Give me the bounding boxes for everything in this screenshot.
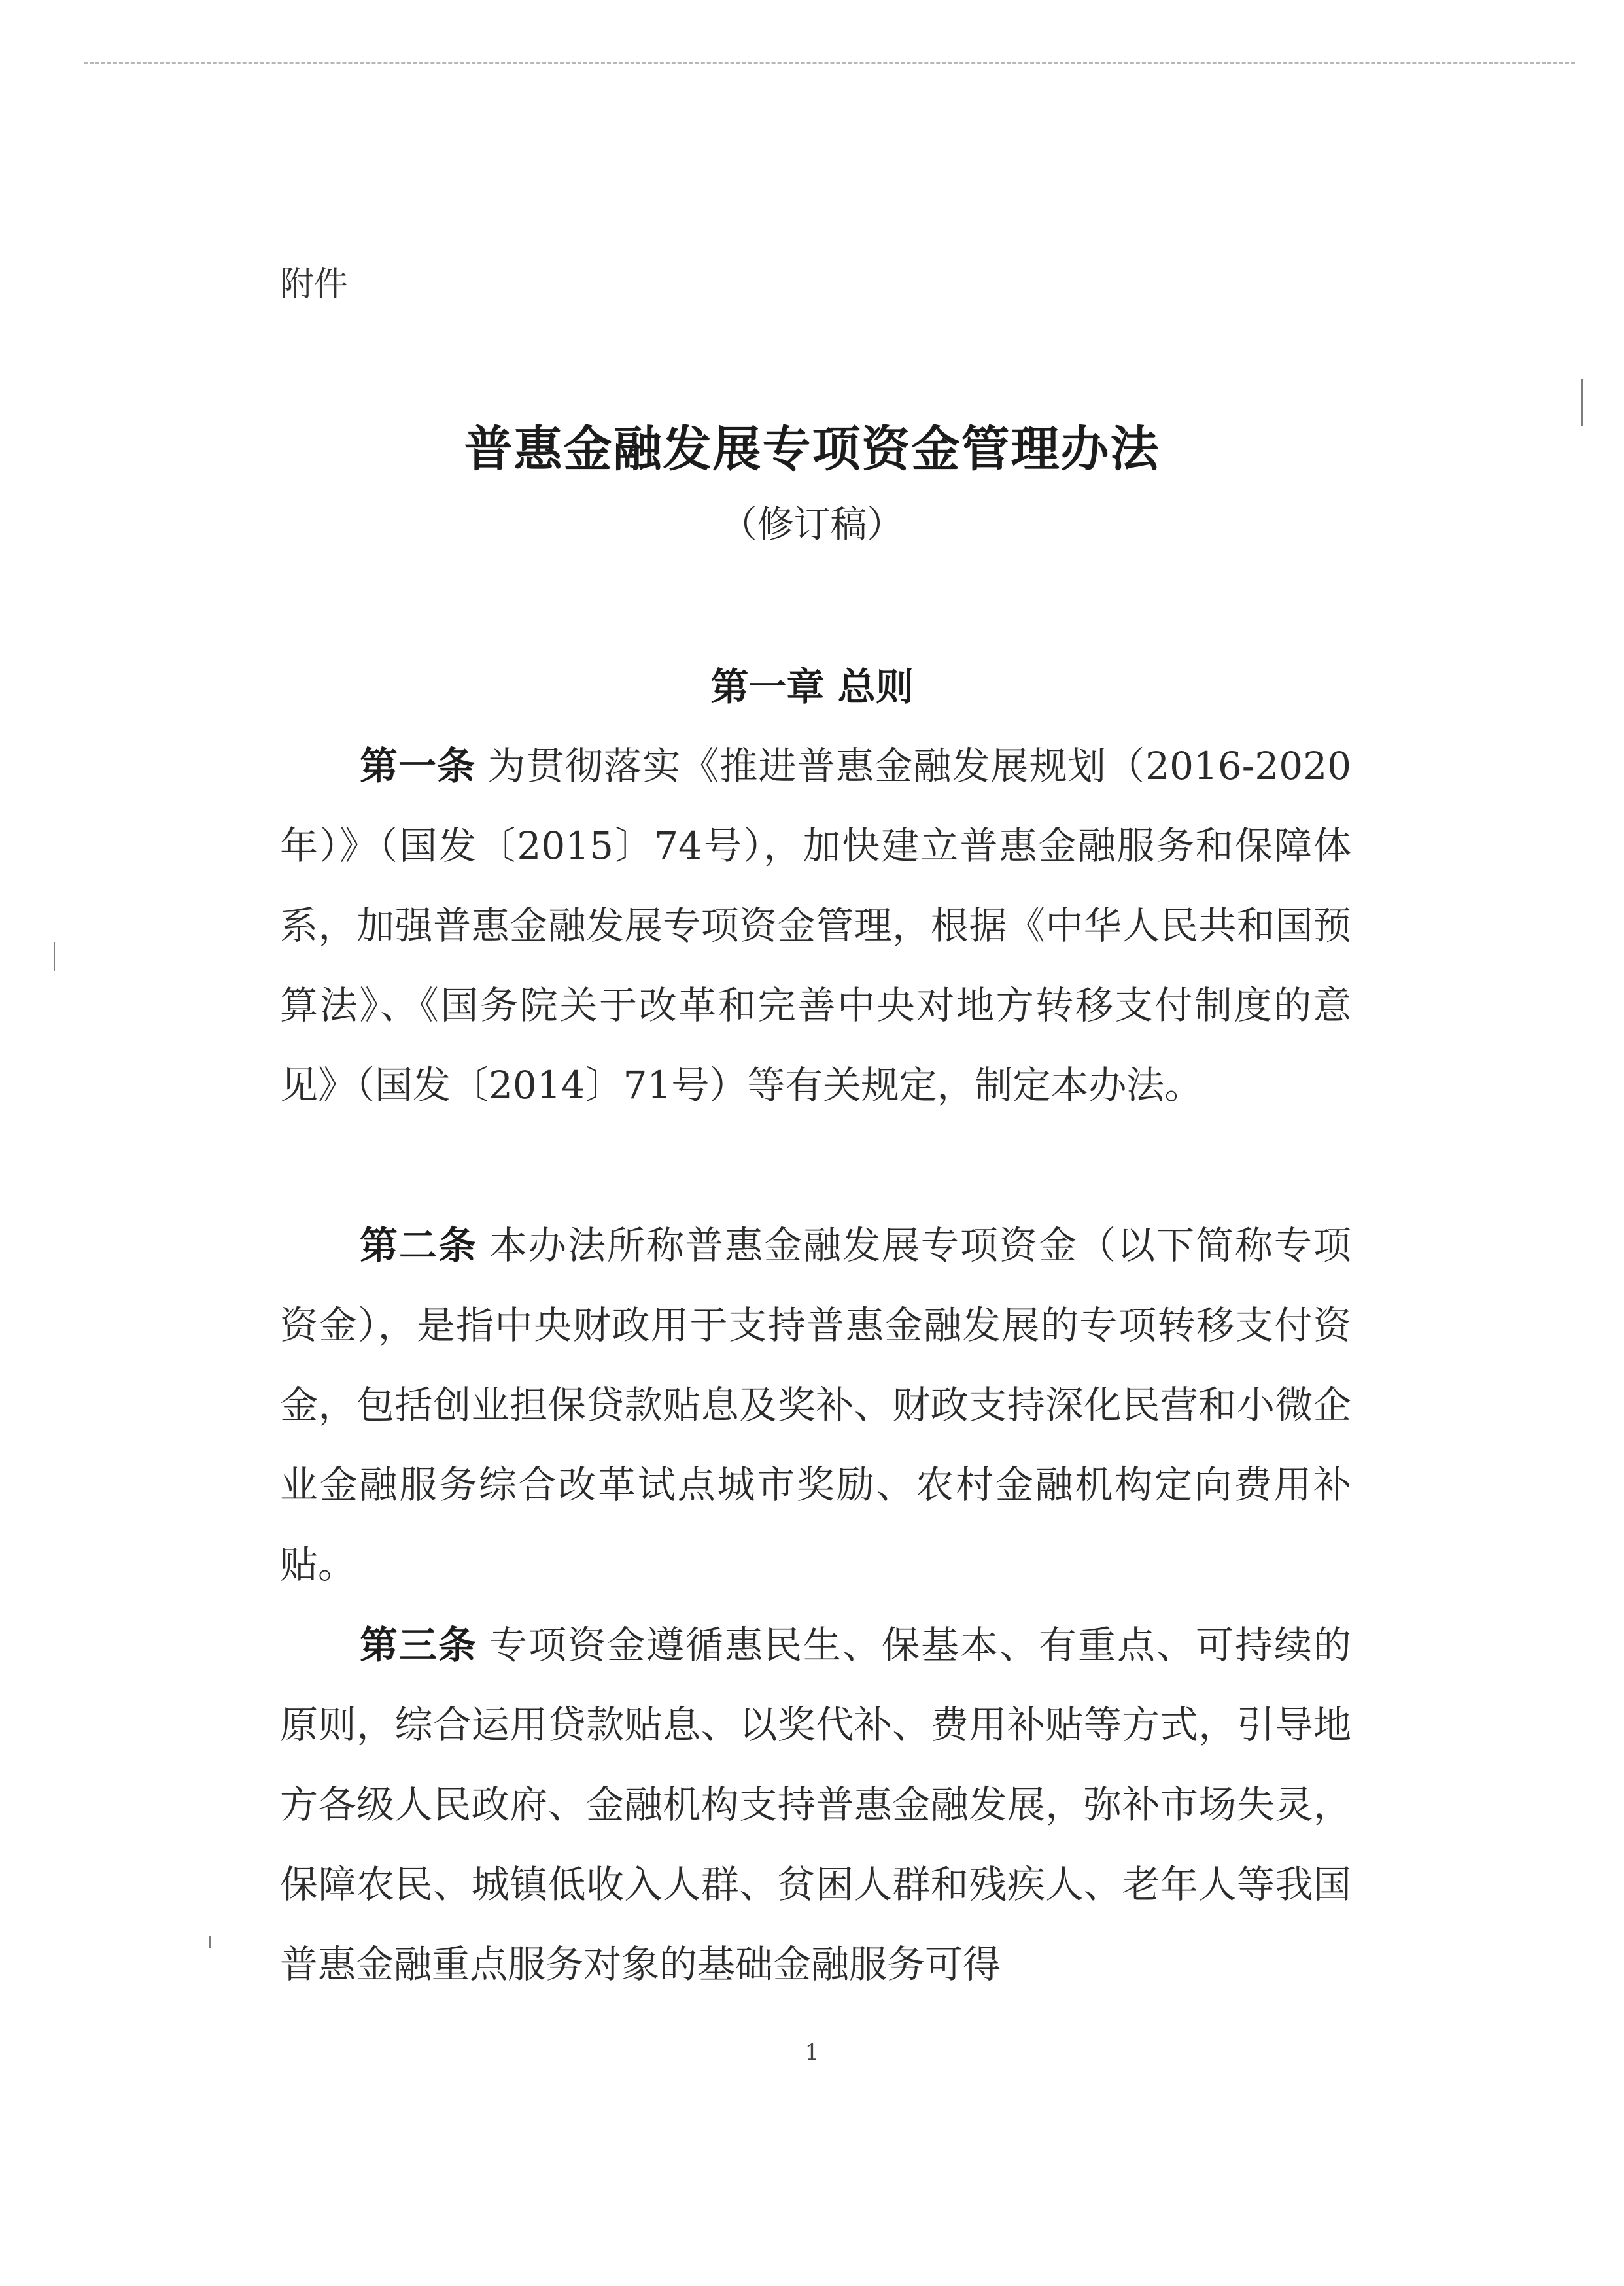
attachment-label: 附件	[280, 265, 349, 304]
document-title: 普惠金融发展专项资金管理办法	[464, 421, 1160, 477]
scan-mark	[54, 942, 55, 971]
chapter-heading: 第一章 总则	[710, 665, 914, 709]
page-number: 1	[804, 2039, 820, 2066]
article-text: 专项资金遵循惠民生、保基本、有重点、可持续的原则，综合运用贷款贴息、以奖代补、费用补贴等方式，引导地方各级人民政府、金融机构支持普惠金融发展，弥补市场失灵，保障农民、城镇低收入人群、贫困人群和残疾人、老年人等我国普惠金融重点服务对象的基础金融服务可得	[280, 1623, 1351, 1986]
scan-top-line	[84, 62, 1575, 64]
article-text: 本办法所称普惠金融发展专项资金（以下简称专项资金），是指中央财政用于支持普惠金融发展的专项转移支付资金，包括创业担保贷款贴息及奖补、财政支持深化民营和小微企业金融服务综合改革试点城市奖励、农村金融机构定向费用补贴。	[280, 1223, 1351, 1587]
article-paragraph	[280, 1605, 1351, 2004]
article-paragraph	[280, 1205, 1351, 1604]
article-heading: 第一条	[360, 744, 476, 788]
document-subtitle: （修订稿）	[720, 504, 904, 546]
article-text: 为贯彻落实《推进普惠金融发展规划（2016-2020年）》（国发〔2015〕74号），加快建立普惠金融服务和保障体系，加强普惠金融发展专项资金管理，根据《中华人民共和国预算法》、《国务院关于改革和完善中央对地方转移支付制度的意见》（国发〔2014〕71号）等有关规定，制定本办法。	[280, 744, 1351, 1107]
article-paragraph	[280, 726, 1351, 1125]
article-heading: 第二条	[360, 1223, 477, 1268]
scan-mark	[209, 1936, 211, 1948]
article-heading: 第三条	[360, 1623, 477, 1667]
